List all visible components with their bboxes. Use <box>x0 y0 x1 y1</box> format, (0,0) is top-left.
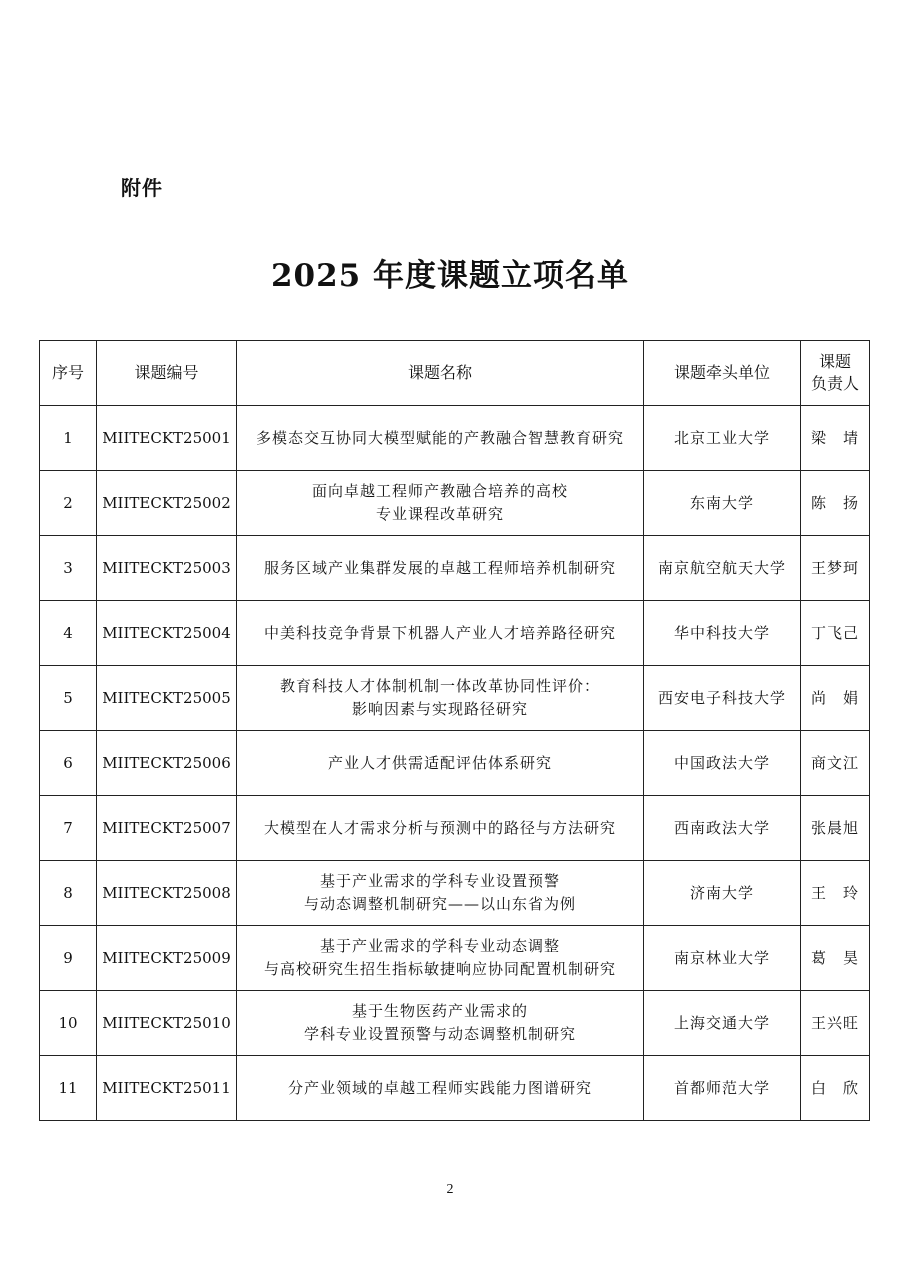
lead-unit: 西安电子科技大学 <box>644 666 801 731</box>
lead-unit: 上海交通大学 <box>644 991 801 1056</box>
project-name <box>237 926 644 991</box>
attachment-label: 附件 <box>121 176 163 200</box>
project-code: MIITECKT25008 <box>97 861 237 926</box>
row-index: 4 <box>40 601 97 666</box>
document-title: 2025 年度课题立项名单 <box>270 258 630 294</box>
project-code: MIITECKT25003 <box>97 536 237 601</box>
project-name <box>237 861 644 926</box>
table-row <box>40 536 870 601</box>
project-name-line: 与高校研究生招生指标敏捷响应协同配置机制研究 <box>263 960 616 978</box>
lead-unit: 南京航空航天大学 <box>644 536 801 601</box>
lead-unit: 南京林业大学 <box>644 926 801 991</box>
project-name-line: 影响因素与实现路径研究 <box>351 700 528 718</box>
row-index: 2 <box>40 471 97 536</box>
table-body <box>40 406 870 1121</box>
row-index: 10 <box>40 991 97 1056</box>
column-header-lead <box>801 341 870 406</box>
page-number: 2 <box>446 1182 454 1197</box>
project-lead: 张晨旭 <box>801 796 870 861</box>
column-header-name: 课题名称 <box>237 341 644 406</box>
project-name <box>237 601 644 666</box>
lead-unit: 济南大学 <box>644 861 801 926</box>
column-header-index: 序号 <box>40 341 97 406</box>
table-row <box>40 666 870 731</box>
project-lead: 商文江 <box>801 731 870 796</box>
column-header-code: 课题编号 <box>97 341 237 406</box>
project-lead: 陈 扬 <box>801 471 870 536</box>
project-roster-table <box>39 340 870 1121</box>
project-name-line: 基于生物医药产业需求的 <box>351 1002 528 1020</box>
project-code: MIITECKT25006 <box>97 731 237 796</box>
table-row <box>40 406 870 471</box>
row-index: 3 <box>40 536 97 601</box>
project-name-line: 教育科技人才体制机制一体改革协同性评价： <box>279 677 600 695</box>
row-index: 8 <box>40 861 97 926</box>
project-name-line: 产业人才供需适配评估体系研究 <box>327 753 552 772</box>
project-code: MIITECKT25005 <box>97 666 237 731</box>
project-name-line: 多模态交互协同大模型赋能的产教融合智慧教育研究 <box>255 428 624 447</box>
project-name-line: 专业课程改革研究 <box>375 505 504 523</box>
project-name-line: 面向卓越工程师产教融合培养的高校 <box>311 482 568 500</box>
lead-unit: 东南大学 <box>644 471 801 536</box>
project-name <box>237 731 644 796</box>
project-code: MIITECKT25001 <box>97 406 237 471</box>
lead-unit: 首都师范大学 <box>644 1056 801 1121</box>
lead-unit: 中国政法大学 <box>644 731 801 796</box>
project-lead: 丁飞己 <box>801 601 870 666</box>
project-code: MIITECKT25007 <box>97 796 237 861</box>
project-code: MIITECKT25011 <box>97 1056 237 1121</box>
project-lead: 王 玲 <box>801 861 870 926</box>
project-name-line: 基于产业需求的学科专业动态调整 <box>319 937 560 955</box>
project-name <box>237 406 644 471</box>
project-code: MIITECKT25010 <box>97 991 237 1056</box>
row-index: 6 <box>40 731 97 796</box>
project-name <box>237 471 644 536</box>
project-name-line: 服务区域产业集群发展的卓越工程师培养机制研究 <box>263 558 616 577</box>
project-name-line: 中美科技竞争背景下机器人产业人才培养路径研究 <box>263 623 616 642</box>
project-code: MIITECKT25004 <box>97 601 237 666</box>
table-row <box>40 471 870 536</box>
table-row <box>40 731 870 796</box>
project-name <box>237 796 644 861</box>
row-index: 7 <box>40 796 97 861</box>
table-row <box>40 991 870 1056</box>
project-name-line: 学科专业设置预警与动态调整机制研究 <box>303 1025 576 1043</box>
project-lead: 尚 娟 <box>801 666 870 731</box>
project-name <box>237 536 644 601</box>
project-lead: 王兴旺 <box>801 991 870 1056</box>
project-name-line: 分产业领域的卓越工程师实践能力图谱研究 <box>287 1078 592 1097</box>
table-row <box>40 796 870 861</box>
table-row <box>40 1056 870 1121</box>
project-name <box>237 666 644 731</box>
project-name-line: 与动态调整机制研究——以山东省为例 <box>303 895 576 913</box>
project-lead: 葛 昊 <box>801 926 870 991</box>
project-lead: 王梦珂 <box>801 536 870 601</box>
project-lead: 梁 埥 <box>801 406 870 471</box>
lead-unit: 西南政法大学 <box>644 796 801 861</box>
project-code: MIITECKT25002 <box>97 471 237 536</box>
row-index: 1 <box>40 406 97 471</box>
lead-unit: 北京工业大学 <box>644 406 801 471</box>
column-header-lead-line1: 课题 <box>818 352 851 371</box>
project-lead: 白 欣 <box>801 1056 870 1121</box>
project-name-line: 大模型在人才需求分析与预测中的路径与方法研究 <box>263 818 616 837</box>
project-name <box>237 991 644 1056</box>
row-index: 5 <box>40 666 97 731</box>
row-index: 9 <box>40 926 97 991</box>
row-index: 11 <box>40 1056 97 1121</box>
project-code: MIITECKT25009 <box>97 926 237 991</box>
table-row <box>40 926 870 991</box>
column-header-lead-line2: 负责人 <box>810 374 859 393</box>
project-name <box>237 1056 644 1121</box>
table-row <box>40 861 870 926</box>
column-header-unit: 课题牵头单位 <box>644 341 801 406</box>
project-name-line: 基于产业需求的学科专业设置预警 <box>319 872 560 890</box>
table-header-row <box>40 341 870 406</box>
lead-unit: 华中科技大学 <box>644 601 801 666</box>
table-row <box>40 601 870 666</box>
